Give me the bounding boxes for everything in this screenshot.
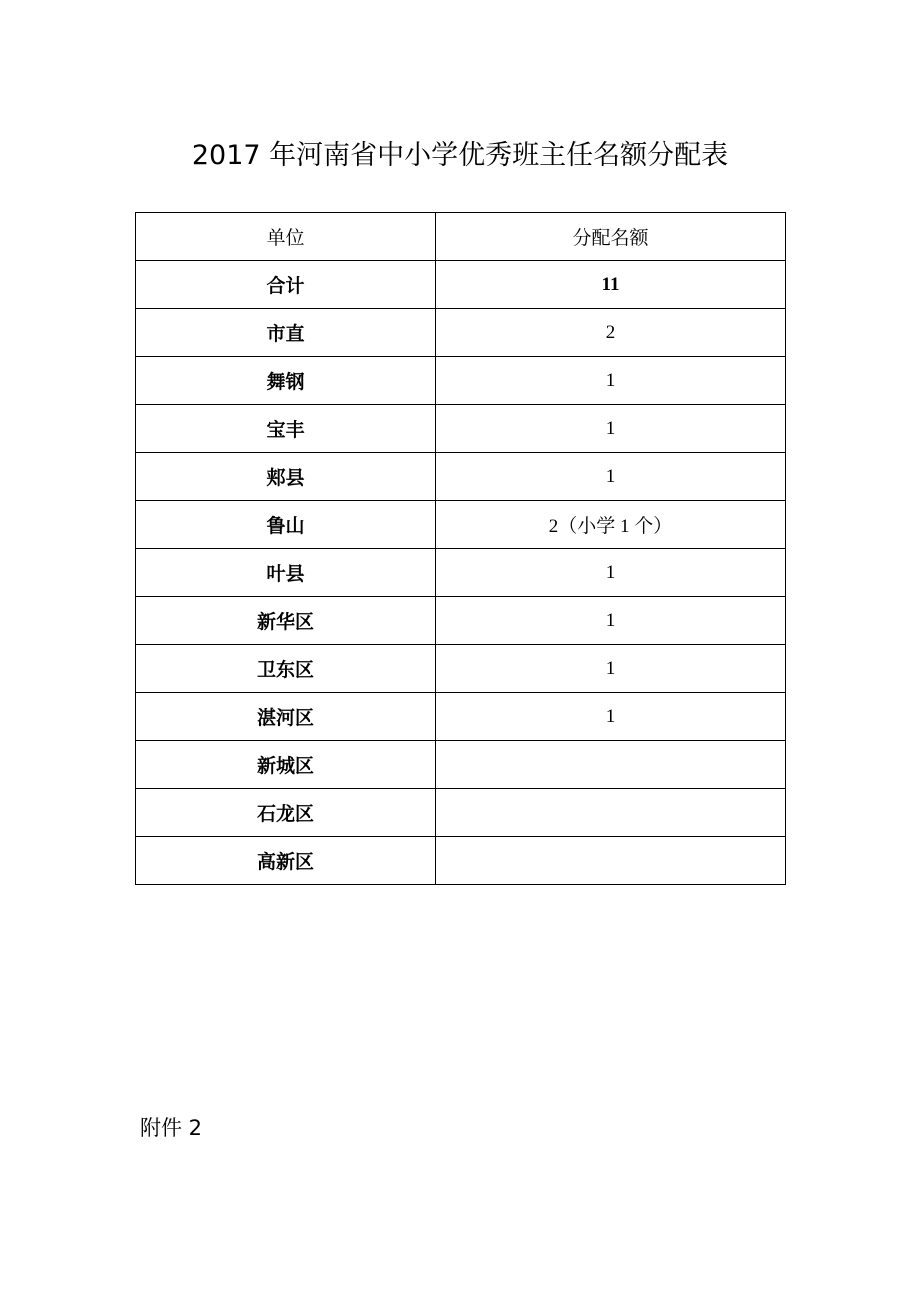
unit-cell: 石龙区 [136, 789, 436, 837]
table-row [136, 837, 786, 885]
quota-cell: 1 [436, 453, 786, 501]
table-row [136, 261, 786, 309]
table-row [136, 693, 786, 741]
table-row [136, 405, 786, 453]
unit-cell: 郏县 [136, 453, 436, 501]
unit-cell: 卫东区 [136, 645, 436, 693]
quota-cell: 1 [436, 357, 786, 405]
quota-allocation-table [135, 212, 786, 885]
unit-cell: 高新区 [136, 837, 436, 885]
table-row [136, 597, 786, 645]
quota-cell [436, 789, 786, 837]
header-quota: 分配名额 [436, 213, 786, 261]
table-row [136, 549, 786, 597]
unit-cell: 市直 [136, 309, 436, 357]
quota-cell: 1 [436, 645, 786, 693]
table-row [136, 501, 786, 549]
table-row [136, 789, 786, 837]
quota-cell: 11 [436, 261, 786, 309]
header-unit: 单位 [136, 213, 436, 261]
unit-cell: 湛河区 [136, 693, 436, 741]
attachment-label: 附件 2 [140, 1116, 203, 1140]
unit-cell: 鲁山 [136, 501, 436, 549]
unit-cell: 舞钢 [136, 357, 436, 405]
quota-cell: 1 [436, 693, 786, 741]
unit-cell: 宝丰 [136, 405, 436, 453]
document-title: 2017 年河南省中小学优秀班主任名额分配表 [191, 140, 729, 171]
unit-cell: 新城区 [136, 741, 436, 789]
table-row [136, 741, 786, 789]
quota-cell: 2 [436, 309, 786, 357]
table-row [136, 453, 786, 501]
quota-cell [436, 837, 786, 885]
table-header-row [136, 213, 786, 261]
quota-cell: 1 [436, 405, 786, 453]
quota-cell: 1 [436, 549, 786, 597]
table-row [136, 357, 786, 405]
quota-cell: 2（小学 1 个） [436, 501, 786, 549]
unit-cell: 合计 [136, 261, 436, 309]
table-row [136, 309, 786, 357]
quota-cell: 1 [436, 597, 786, 645]
unit-cell: 叶县 [136, 549, 436, 597]
table-row [136, 645, 786, 693]
unit-cell: 新华区 [136, 597, 436, 645]
quota-cell [436, 741, 786, 789]
